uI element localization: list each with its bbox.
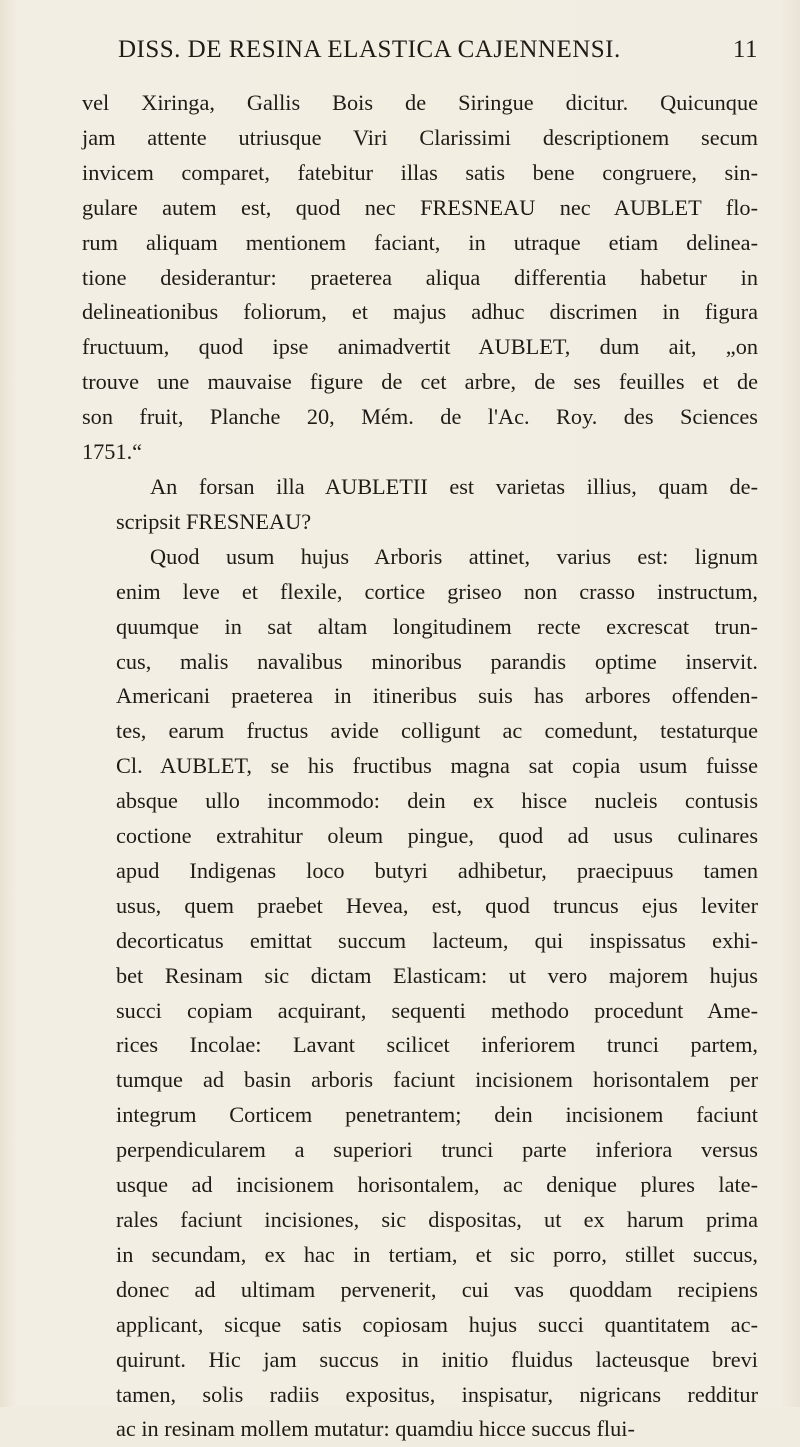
text-line: delineationibus foliorum, et majus adhuc discrimen in figura xyxy=(82,299,758,325)
text-line: tamen, solis radiis expositus, inspisatur, nigricans redditur xyxy=(116,1381,758,1407)
text-line: apud Indigenas loco butyri adhibetur, praecipuus tamen xyxy=(116,857,758,883)
text-line: bet Resinam sic dictam Elasticam: ut vero majorem hujus xyxy=(116,962,758,988)
running-header xyxy=(118,36,758,64)
text-line: usus, quem praebet Hevea, est, quod truncus ejus leviter xyxy=(116,892,758,918)
page-number: 11 xyxy=(732,36,758,63)
text-line: ac in resinam mollem mutatur: quamdiu hicce succus flui- xyxy=(116,1416,635,1442)
text-line: applicant, sicque satis copiosam hujus succi quantitatem ac- xyxy=(116,1311,758,1337)
running-title: DISS. DE RESINA ELASTICA CAJENNENSI. xyxy=(118,36,621,63)
text-line: invicem comparet, fatebitur illas satis bene congruere, sin- xyxy=(82,159,758,185)
text-line: jam attente utriusque Viri Clarissimi descriptionem secum xyxy=(82,124,758,150)
text-line: tes, earum fructus avide colligunt ac comedunt, testaturque xyxy=(116,718,758,744)
body-text xyxy=(82,86,758,1447)
text-line: Cl. AUBLET, se his fructibus magna sat copia usum fuisse xyxy=(116,753,758,779)
text-line: integrum Corticem penetrantem; dein incisionem faciunt xyxy=(116,1102,758,1128)
text-line: 1751.“ xyxy=(82,439,143,465)
text-line: Americani praeterea in itineribus suis has arbores offenden- xyxy=(116,683,758,709)
text-line: absque ullo incommodo: dein ex hisce nucleis contusis xyxy=(116,788,758,814)
text-line: rales faciunt incisiones, sic dispositas, ut ex harum prima xyxy=(116,1207,758,1232)
paragraph xyxy=(82,86,758,470)
text-line: cus, malis navalibus minoribus parandis optime inservit. xyxy=(116,648,758,674)
paragraph xyxy=(82,470,758,540)
text-line: scripsit FRESNEAU? xyxy=(116,508,312,534)
text-line: gulare autem est, quod nec FRESNEAU nec AUBLET flo- xyxy=(82,194,758,220)
text-line: in secundam, ex hac in tertiam, et sic porro, stillet succus, xyxy=(116,1241,758,1267)
paragraph xyxy=(82,540,758,1447)
text-line: trouve une mauvaise figure de cet arbre, de ses feuilles et de xyxy=(82,369,758,395)
text-line: usque ad incisionem horisontalem, ac denique plures late- xyxy=(116,1172,758,1198)
text-line: succi copiam acquirant, sequenti methodo procedunt Ame- xyxy=(116,997,758,1023)
text-line: quirunt. Hic jam succus in initio fluidus lacteusque brevi xyxy=(116,1346,758,1372)
text-line: vel Xiringa, Gallis Bois de Siringue dicitur. Quicunque xyxy=(82,90,758,115)
text-line: enim leve et flexile, cortice griseo non crasso instructum, xyxy=(116,578,758,604)
text-line: rices Incolae: Lavant scilicet inferiorem trunci partem, xyxy=(116,1032,758,1058)
text-line: donec ad ultimam pervenerit, cui vas quoddam recipiens xyxy=(116,1276,758,1302)
text-line: son fruit, Planche 20, Mém. de l'Ac. Roy. des Sciences xyxy=(82,404,758,430)
text-line: Quod usum hujus Arboris attinet, varius est: lignum xyxy=(150,543,758,569)
text-line: tumque ad basin arboris faciunt incisionem horisontalem per xyxy=(116,1067,758,1093)
text-line: rum aliquam mentionem faciant, in utraque etiam delinea- xyxy=(82,229,758,255)
text-line: quumque in sat altam longitudinem recte excrescat trun- xyxy=(116,613,758,639)
text-line: tione desiderantur: praeterea aliqua differentia habetur in xyxy=(82,264,758,290)
text-line: An forsan illa AUBLETII est varietas illius, quam de- xyxy=(150,473,758,499)
text-line: decorticatus emittat succum lacteum, qui inspissatus exhi- xyxy=(116,927,758,953)
text-line: perpendicularem a superiori trunci parte inferiora versus xyxy=(116,1137,758,1163)
text-line: coctione extrahitur oleum pingue, quod ad usus culinares xyxy=(116,823,758,849)
text-line: fructuum, quod ipse animadvertit AUBLET, dum ait, „on xyxy=(82,334,758,360)
